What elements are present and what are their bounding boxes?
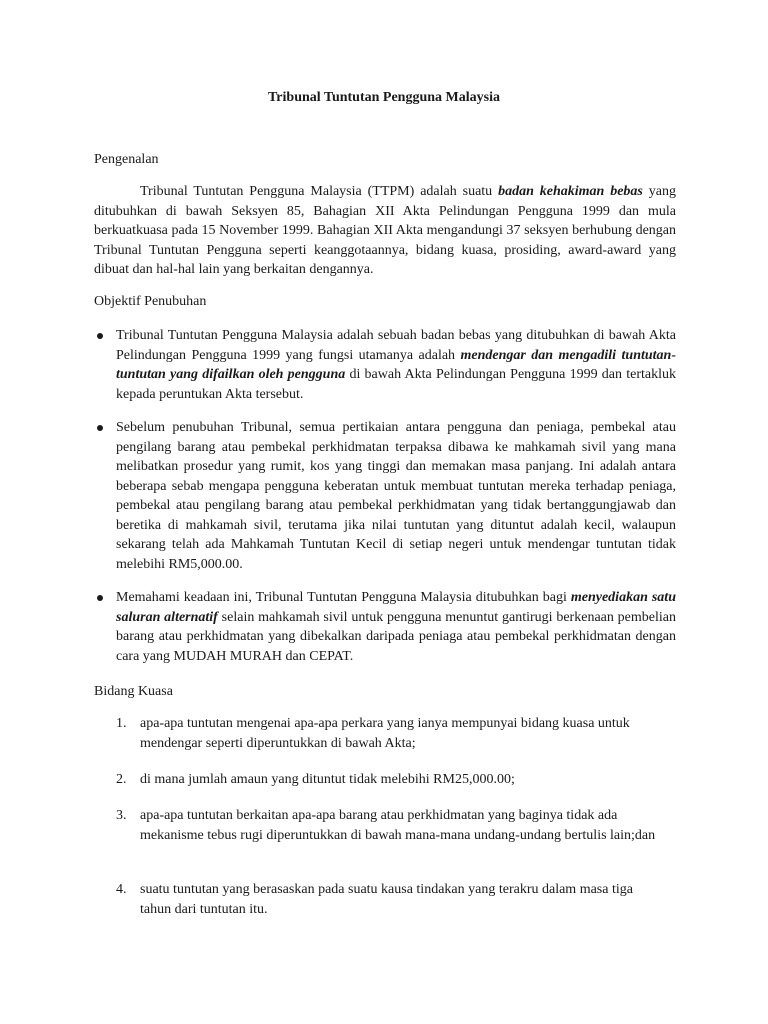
item-text: apa-apa tuntutan berkaitan apa-apa barang atau perkhidmatan yang baginya tidak ada mekanisme tebus rugi diperuntukkan di bawah mana-mana undang-undang bertulis lain;dan	[140, 808, 656, 843]
item-number: 2.	[116, 772, 127, 787]
list-item	[94, 418, 676, 574]
paragraph-text: Tribunal Tuntutan Pengguna Malaysia adalah sebuah badan bebas yang ditubuhkan di bawah Akta Pelindungan Pengguna 1999 yang fungsi utamanya adalah	[116, 328, 676, 363]
item-number: 4.	[116, 882, 127, 897]
numbered-item	[116, 806, 656, 845]
paragraph-text: di bawah Akta Pelindungan Pengguna 1999 dan tertakluk kepada peruntukan Akta tersebut.	[116, 367, 676, 402]
emphasis-text: badan kehakiman bebas	[498, 184, 643, 199]
item-text: apa-apa tuntutan mengenai apa-apa perkara yang ianya mempunyai bidang kuasa untuk mendengar seperti diperuntukkan di bawah Akta;	[140, 716, 630, 751]
emphasis-text: menyediakan satu saluran alternatif	[116, 590, 676, 625]
list-item	[94, 326, 676, 404]
heading-objektif: Objektif Penubuhan	[94, 294, 207, 309]
item-number: 3.	[116, 808, 127, 823]
item-text: di mana jumlah amaun yang dituntut tidak melebihi RM25,000.00;	[140, 772, 515, 787]
paragraph-text: Sebelum penubuhan Tribunal, semua pertikaian antara pengguna dan peniaga, pembekal atau pengilang barang atau pembekal perkhidmatan terpaksa dibawa ke mahkamah sivil yang mana melibatkan prosedur yang rumit, kos yang tinggi dan memakan masa panjang. Ini adalah antara beberapa sebab mengapa pengguna keberatan untuk membuat tuntutan mereka terhadap peniaga, pembekal atau pengilang barang atau pembekal perkhidmatan yang tidak bertanggungjawab dan beretika di mahkamah sivil, terutama jika nilai tuntutan yang dituntut adalah kecil, walaupun sekarang telah ada Mahkamah Tuntutan Kecil di setiap negeri untuk mendengar tuntutan tidak melebihi RM5,000.00.	[116, 420, 676, 572]
paragraph-text: Memahami keadaan ini, Tribunal Tuntutan Pengguna Malaysia ditubuhkan bagi	[116, 590, 571, 605]
item-number: 1.	[116, 716, 127, 731]
paragraph-text: selain mahkamah sivil untuk pengguna menuntut gantirugi berkenaan pembelian barang atau perkhidmatan yang dibekalkan daripada peniaga atau pembekal perkhidmatan dengan cara yang MUDAH MURAH dan CEPAT.	[116, 609, 676, 664]
list-item	[94, 588, 676, 666]
paragraph-text: yang ditubuhkan di bawah Seksyen 85, Bahagian XII Akta Pelindungan Pengguna 1999 dan mula berkuatkuasa pada 15 November 1999. Bahagian XII Akta mengandungi 37 seksyen berhubung dengan Tribunal Tuntutan Pengguna seperti keanggotaannya, bidang kuasa, prosiding, award-award yang dibuat dan hal-hal lain yang berkaitan dengannya.	[94, 184, 677, 277]
numbered-item	[116, 770, 656, 790]
document-title: Tribunal Tuntutan Pengguna Malaysia	[268, 90, 500, 105]
numbered-item	[116, 714, 656, 753]
heading-pengenalan: Pengenalan	[94, 152, 159, 167]
paragraph-text: Tribunal Tuntutan Pengguna Malaysia (TTPM) adalah suatu	[140, 184, 499, 199]
heading-bidang-kuasa: Bidang Kuasa	[94, 684, 173, 699]
emphasis-text: mendengar dan mengadili tuntutan-tuntutan yang difailkan oleh pengguna	[116, 347, 676, 382]
numbered-item	[116, 880, 656, 919]
item-text: suatu tuntutan yang berasaskan pada suatu kausa tindakan yang terakru dalam masa tiga tahun dari tuntutan itu.	[140, 882, 633, 917]
paragraph-pengenalan	[94, 182, 676, 280]
